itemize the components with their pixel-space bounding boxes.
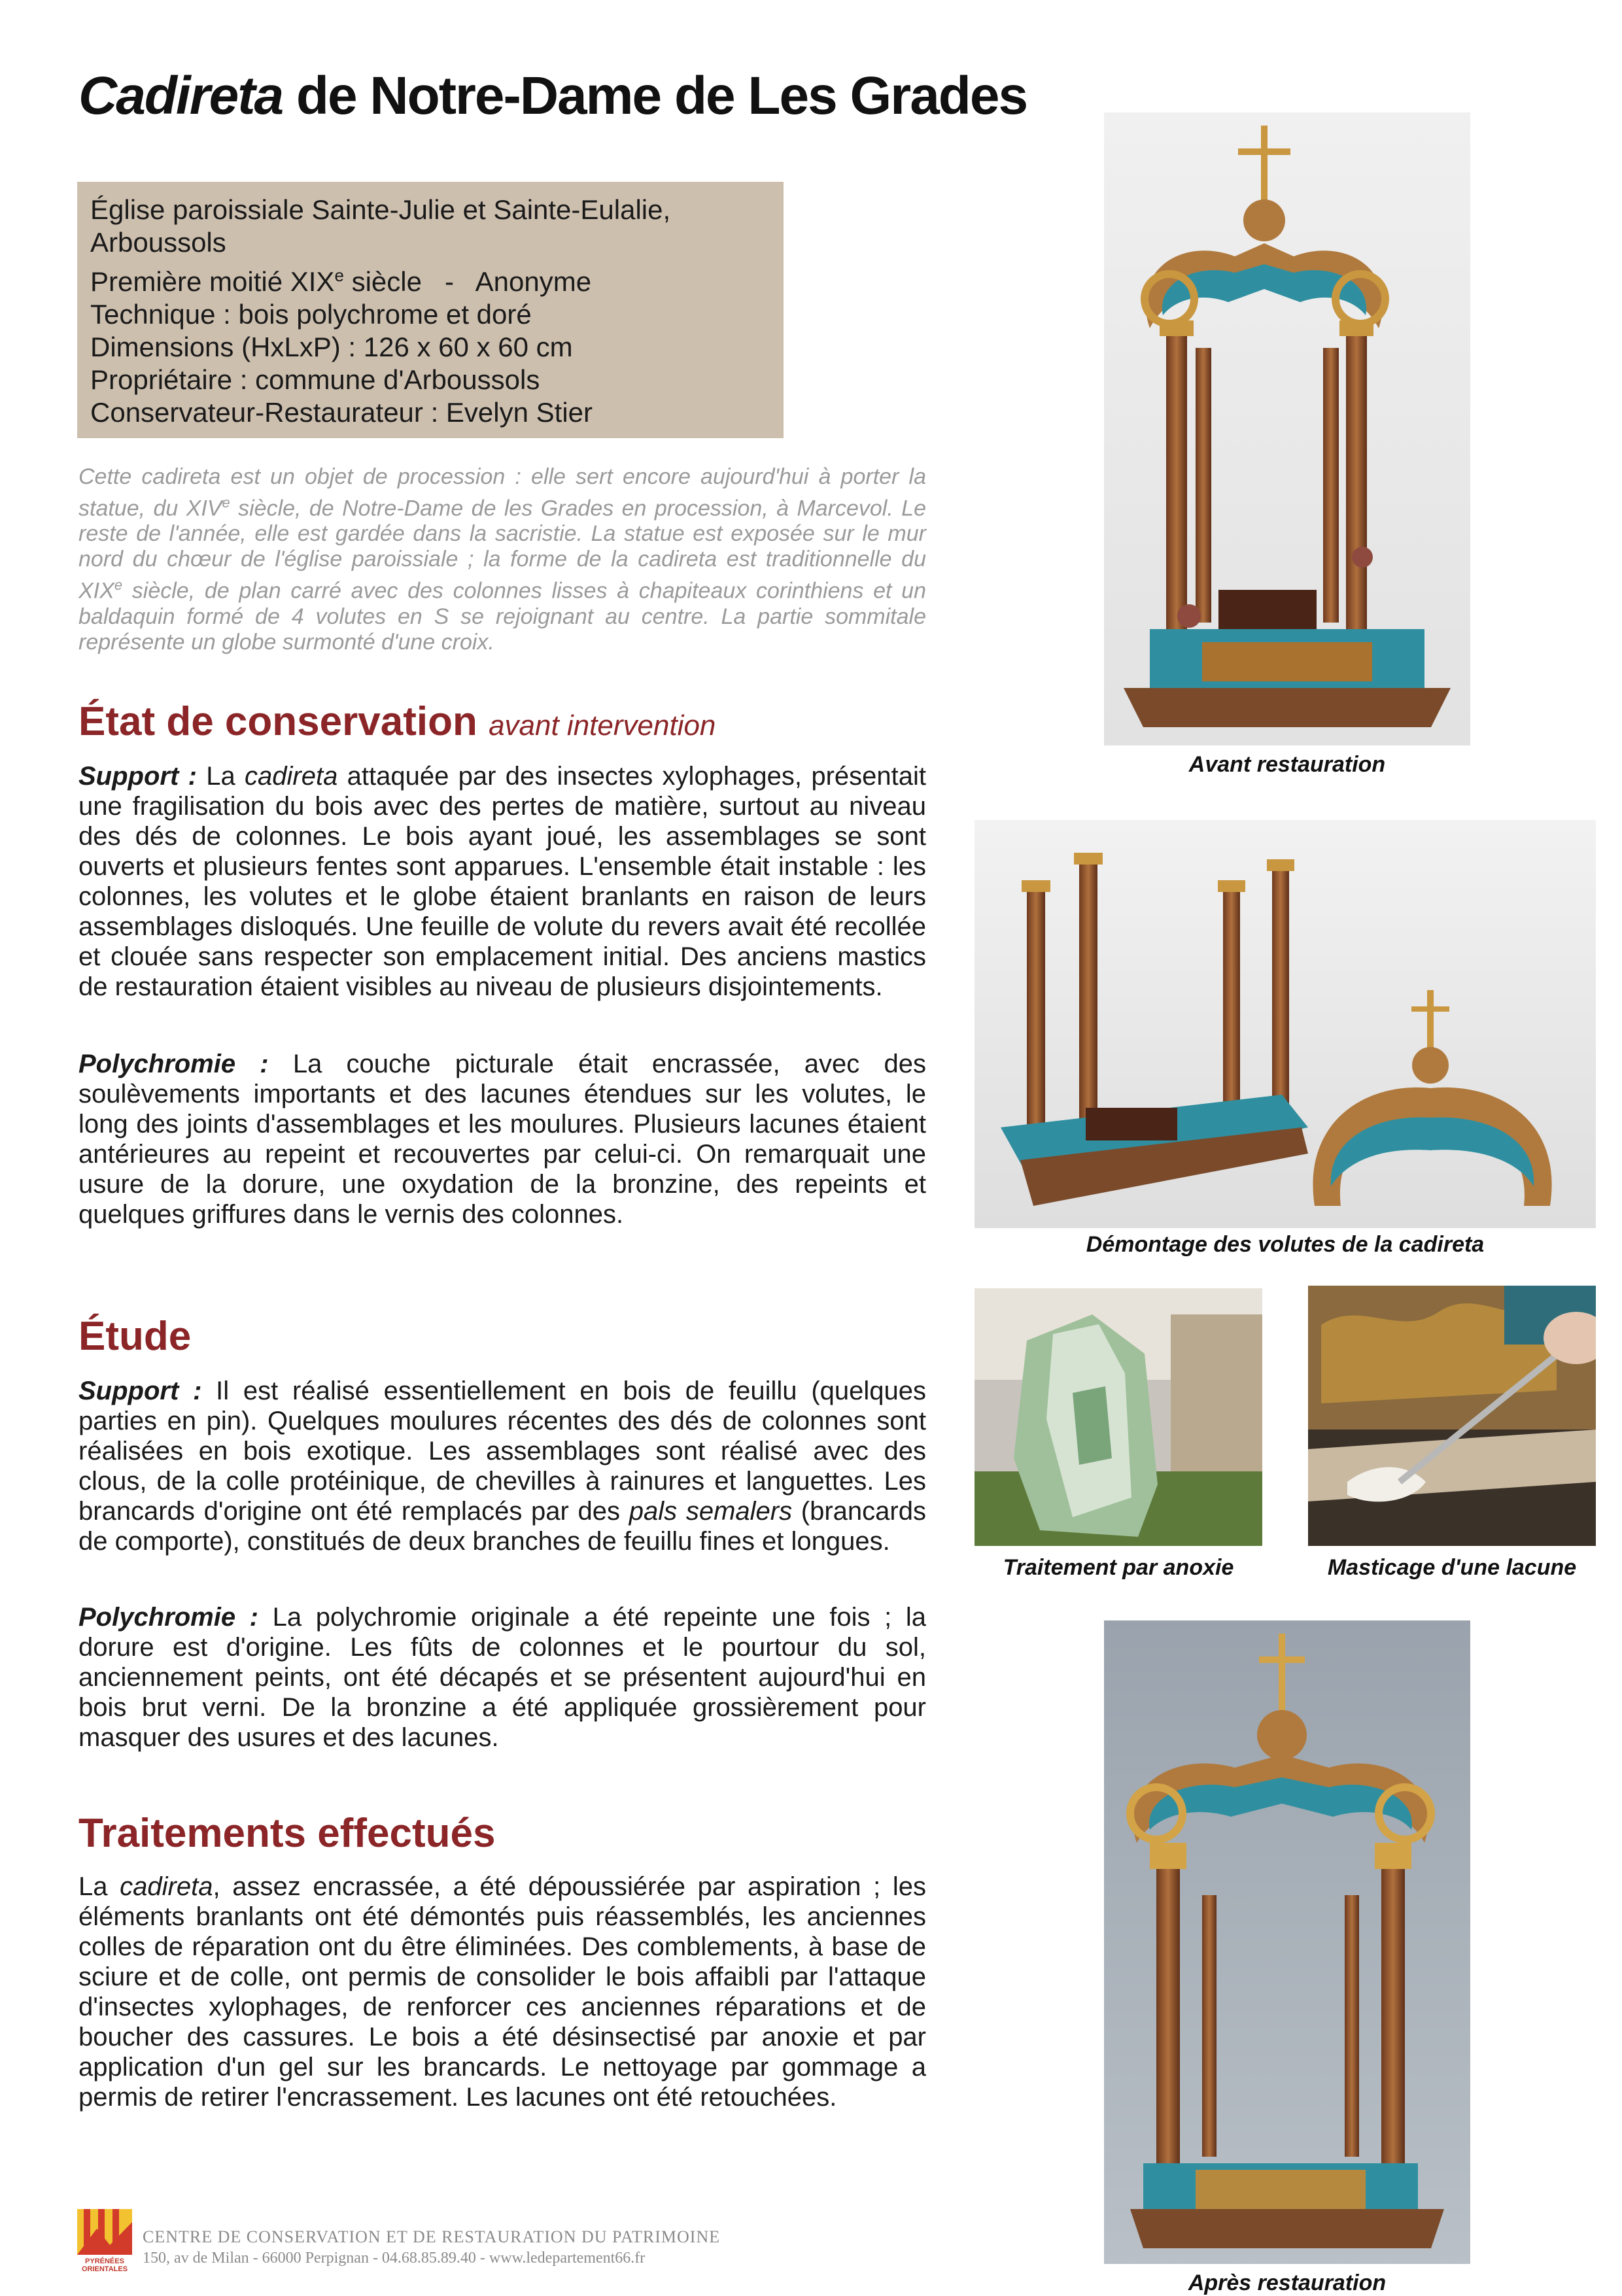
photo-apres-restauration bbox=[1104, 1620, 1470, 2264]
caption-avant: Avant restauration bbox=[1188, 752, 1386, 777]
page-title: Cadireta de Notre-Dame de Les Grades bbox=[78, 66, 1027, 126]
info-box bbox=[77, 182, 784, 438]
traitements-paragraph: La cadireta, assez encrassée, a été dépoussiérée par aspiration ; les éléments branlants ont été démontés puis réassemblés, les anciennes colles de réparation ont du être éliminées. Des comblements, à base de sciure et de colle, ont permis de consolider le bois affaibli par l'attaque d'insectes xylophages, de renforcer ces anciennes réparations et de boucher des cassures. Le bois a été désinsectisé par anoxie et par application d'un gel sur les brancards. Le nettoyage par gommage a permis de retirer l'encrassement. Les lacunes ont été retouchées. bbox=[78, 1872, 927, 2112]
caption-demontage: Démontage des volutes de la cadireta bbox=[1086, 1232, 1485, 1257]
cadireta-disassembled-image bbox=[975, 820, 1596, 1228]
logo-text: PYRÉNÉES ORIENTALES bbox=[81, 2257, 128, 2273]
etat-polychromie-paragraph: Polychromie : La couche picturale était encrassée, avec des soulèvements importants et des lacunes étendues sur les volutes, le long des joints d'assemblages et les moulures. Plusieurs lacunes étaient antérieures au repeint et recouvertes par celui-ci. On remarquait une usure de la dorure, une oxydation de la bronzine, des repeints et quelques griffures dans le vernis des colonnes. bbox=[78, 1050, 926, 1229]
photo-anoxie bbox=[975, 1288, 1262, 1546]
section-heading-etude: Étude bbox=[78, 1314, 192, 1359]
photo-masticage bbox=[1308, 1286, 1596, 1546]
footer-address: 150, av de Milan - 66000 Perpignan - 04.68.85.89.40 - www.ledepartement66.fr bbox=[143, 2250, 646, 2267]
caption-anoxie: Traitement par anoxie bbox=[1003, 1555, 1234, 1580]
section-heading-etat: État de conservation avant intervention bbox=[78, 699, 716, 744]
info-line: Technique : bois polychrome et doré bbox=[90, 299, 532, 330]
intro-paragraph: Cette cadireta est un objet de procession : elle sert encore aujourd'hui à porter la statue, du XIVe siècle, de Notre-Dame de les Grades en procession, à Marcevol. Le reste de l'année, elle est gardée dans la sacristie. La statue est exposée sur le mur nord du chœur de l'église paroissiale ; la forme de la cadireta est traditionnelle du XIXe siècle, de plan carré avec des colonnes lisses à chapiteaux corinthiens et un baldaquin formé de 4 volutes en S se rejoignant au centre. La partie sommitale représente un globe surmonté d'une croix. bbox=[78, 464, 926, 655]
etude-support-paragraph: Support : Il est réalisé essentiellement en bois de feuillu (quelques parties en pin). Quelques moulures récentes des dés de colonnes sont réalisées en bois exotique. Les assemblages sont réalisé avec des clous, de la colle protéinique, de chevilles à rainures et languettes. Les brancards d'origine ont été remplacés par des pals semalers (brancards de comporte), constitués de deux branches de feuillu fines et longues. bbox=[78, 1377, 926, 1556]
anoxia-bag-image bbox=[975, 1288, 1262, 1546]
info-line: Propriétaire : commune d'Arboussols bbox=[90, 364, 540, 395]
cadireta-after-image bbox=[1104, 1620, 1470, 2264]
photo-demontage bbox=[975, 820, 1596, 1228]
caption-masticage: Masticage d'une lacune bbox=[1327, 1555, 1577, 1580]
filling-lacuna-image bbox=[1308, 1286, 1596, 1546]
departement-logo bbox=[77, 2209, 132, 2277]
etude-polychromie-paragraph: Polychromie : La polychromie originale a été repeinte une fois ; la dorure est d'origine. Les fûts de colonnes et le pourtour du sol, anciennement peints, ont été décapés et se présentent aujourd'hui en bois brut verni. De la bronzine a été appliquée grossièrement pour masquer des usures et des lacunes. bbox=[78, 1603, 926, 1752]
info-line: Arboussols bbox=[90, 227, 226, 258]
section-heading-traitements: Traitements effectués bbox=[78, 1811, 496, 1856]
info-line: Conservateur-Restaurateur : Evelyn Stier bbox=[90, 397, 593, 428]
info-line: Première moitié XIXe siècle - Anonyme bbox=[90, 266, 592, 297]
etat-support-paragraph: Support : La cadireta attaquée par des insectes xylophages, présentait une fragilisation du bois avec des pertes de matière, surtout au niveau des dés de colonnes. Le bois ayant joué, les assemblages se sont ouverts et plusieurs fentes sont apparues. L'ensemble était instable : les colonnes, les volutes et le globe étaient branlants en raison de leurs assemblages disloqués. Une feuille de volute du revers avait été recollée et clouée sans respecter son emplacement initial. Des anciens mastics de restauration étaient visibles au niveau de plusieurs disjointements. bbox=[78, 762, 926, 1001]
info-line: Église paroissiale Sainte-Julie et Sainte-Eulalie, bbox=[90, 194, 671, 225]
footer-org: CENTRE DE CONSERVATION ET DE RESTAURATION DU PATRIMOINE bbox=[143, 2227, 721, 2246]
photo-avant-restauration bbox=[1104, 112, 1470, 745]
info-line: Dimensions (HxLxP) : 126 x 60 x 60 cm bbox=[90, 332, 573, 362]
cadireta-before-image bbox=[1104, 112, 1470, 745]
caption-apres: Après restauration bbox=[1188, 2270, 1387, 2295]
